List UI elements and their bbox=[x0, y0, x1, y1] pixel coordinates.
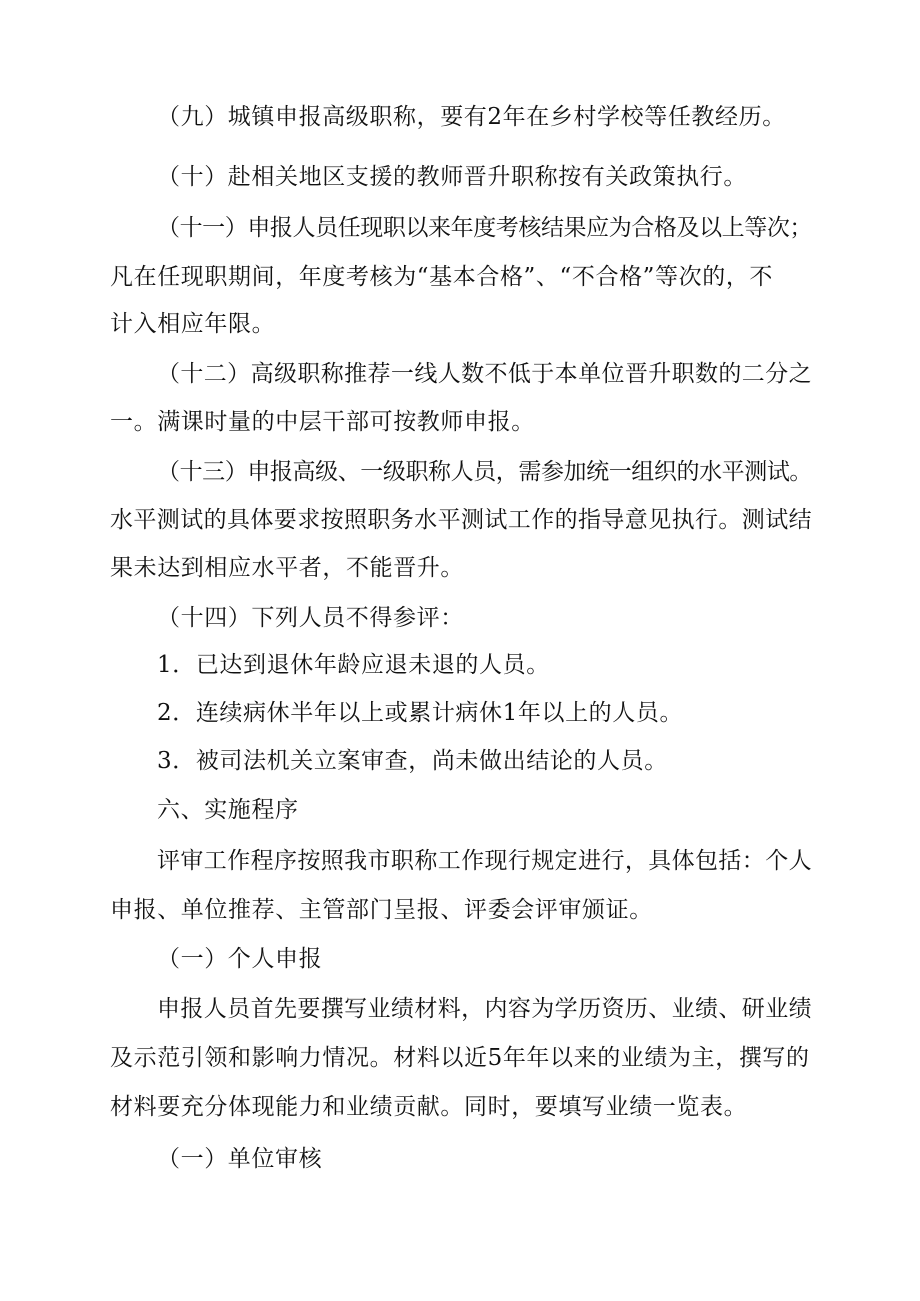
paragraph-line: （九）城镇申报高级职称，要有2年在乡村学校等任教经历。 bbox=[157, 104, 786, 130]
subsection-heading: （一）单位审核 bbox=[157, 1146, 323, 1172]
paragraph-line: 材料要充分体现能力和业绩贡献。同时，要填写业绩一览表。 bbox=[110, 1094, 748, 1120]
list-item: 1．已达到退休年龄应退未退的人员。 bbox=[157, 652, 550, 678]
subsection-heading: （一）个人申报 bbox=[157, 946, 323, 972]
paragraph-line: 申报、单位推荐、主管部门呈报、评委会评审颁证。 bbox=[110, 897, 653, 923]
paragraph-line: 及示范引领和影响力情况。材料以近5年年以来的业绩为主，撰写的 bbox=[110, 1045, 810, 1071]
paragraph-line: （十三）申报高级、一级职称人员，需参加统一组织的水平测试。 bbox=[157, 459, 812, 485]
paragraph-line: 一。满课时量的中层干部可按教师申报。 bbox=[110, 409, 535, 435]
paragraph-line: 申报人员首先要撰写业绩材料，内容为学历资历、业绩、研业绩 bbox=[157, 996, 812, 1022]
section-heading: 六、实施程序 bbox=[157, 797, 299, 823]
paragraph-line: （十）赴相关地区支援的教师晋升职称按有关政策执行。 bbox=[157, 164, 747, 190]
paragraph-line: （十二）高级职称推荐一线人数不低于本单位晋升职数的二分之 bbox=[157, 361, 812, 387]
list-item: 3．被司法机关立案审查，尚未做出结论的人员。 bbox=[157, 748, 668, 774]
list-heading: （十四）下列人员不得参评： bbox=[157, 605, 464, 631]
list-item: 2．连续病休半年以上或累计病休1年以上的人员。 bbox=[157, 700, 684, 726]
paragraph-line: 凡在任现职期间，年度考核为“基本合格”、“不合格”等次的，不 bbox=[110, 264, 774, 290]
paragraph-line: 计入相应年限。 bbox=[110, 311, 276, 337]
paragraph-line: 评审工作程序按照我市职称工作现行规定进行，具体包括：个人 bbox=[157, 848, 812, 874]
paragraph-line: （十一）申报人员任现职以来年度考核结果应为合格及以上等次； bbox=[157, 215, 812, 241]
paragraph-line: 果未达到相应水平者，不能晋升。 bbox=[110, 555, 464, 581]
paragraph-line: 水平测试的具体要求按照职务水平测试工作的指导意见执行。测试结 bbox=[110, 507, 812, 533]
